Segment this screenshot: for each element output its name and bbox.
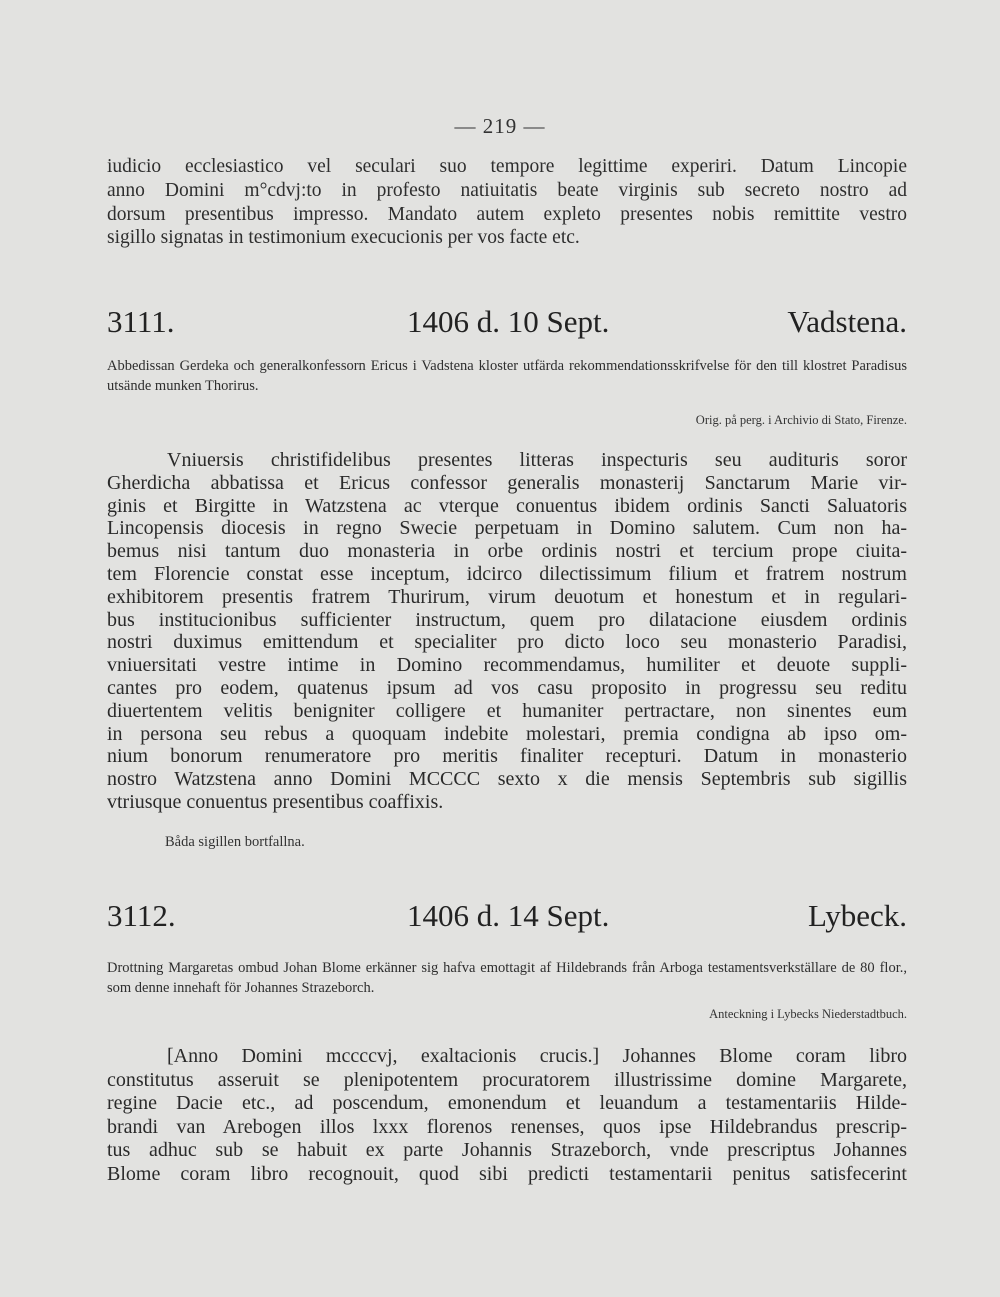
text-line: diuertentem velitis benigniter colligere et humaniter pertractare, non sinentes eum	[107, 699, 907, 722]
text-line: Blome coram libro recognouit, quod sibi predicti testamentarii penitus satisfecerint	[107, 1162, 907, 1185]
entry-summary: Abbedissan Gerdeka och generalkonfessorn Ericus i Vadstena kloster utfärda rekommendationsskrifvelse för den till klostret Paradisus utsände munken Thorirus.	[107, 358, 907, 394]
text-line: tus adhuc sub se habuit ex parte Johannis Strazeborch, vnde prescriptus Johannes	[107, 1139, 907, 1161]
entry-text	[107, 449, 907, 814]
entry-place: Vadstena.	[787, 304, 907, 339]
text-line: regine Dacie etc., ad poscendum, emonendum et leuandum a testamentariis Hilde-	[107, 1092, 907, 1114]
text-line: [Anno Domini mccccvj, exaltacionis crucis.] Johannes Blome coram libro	[167, 1045, 907, 1067]
text-line: bemus nisi tantum duo monasteria in orbe ordinis nostri et tercium prope ciuita-	[107, 540, 907, 563]
text-line: Lincopensis diocesis in regno Swecie perpetuam in Domino salutem. Cum non ha-	[107, 517, 907, 540]
entry-heading	[107, 898, 907, 942]
text-line: nostri duximus emittendum et specialiter pro dicto loco seu monasterio Paradisi,	[107, 631, 907, 654]
text-line: nostro Watzstena anno Domini MCCCC sexto x die mensis Septembris sub sigillis	[107, 768, 907, 791]
text-line: brandi van Arebogen illos lxxx florenos renenses, quos ipse Hildebrandus prescrip-	[107, 1115, 907, 1138]
text-line: exhibitorem presentis fratrem Thurirum, virum deuotum et honestum et in regulari-	[107, 585, 907, 608]
text-line: Vniuersis christifidelibus presentes litteras inspecturis seu audituris soror	[167, 449, 907, 471]
page-number: — 219 —	[454, 114, 546, 138]
text-line: sigillo signatas in testimonium execucionis per vos facte etc.	[107, 227, 580, 249]
entry-text	[107, 1045, 907, 1186]
text-line: vniuersitati vestre intime in Domino recommendamus, humiliter et deuote suppli-	[107, 654, 907, 677]
text-line: in persona seu rebus a quoquam indebite molestari, premia condigna ab ipso om-	[107, 722, 907, 745]
text-line: bus institucionibus sufficienter instructum, quem pro dilatacione eiusdem ordinis	[107, 608, 907, 631]
entry-source: Orig. på perg. i Archivio di Stato, Firenze.	[695, 413, 907, 427]
text-line: vtriusque conuentus presentibus coaffixis.	[107, 790, 444, 813]
text-line: anno Domini m°cdvj:to in profesto natiuitatis beate virginis sub secreto nostro ad	[107, 179, 907, 201]
entry-summary: Drottning Margaretas ombud Johan Blome erkänner sig hafva emottagit af Hildebrands från Arboga testamentsverkställare de 80 flor., som denne innehaft för Johannes Strazeborch.	[107, 960, 907, 996]
text-line: nium bonorum renumeratore pro meritis finaliter recepturi. Datum in monasterio	[107, 745, 907, 768]
text-line: constitutus asseruit se plenipotentem procuratorem illustrissime domine Margarete,	[107, 1068, 907, 1091]
continuation-text	[107, 155, 907, 250]
entry-note: Båda sigillen bortfallna.	[165, 834, 305, 850]
text-line: iudicio ecclesiastico vel seculari suo tempore legittime experiri. Datum Lincopie	[107, 156, 907, 177]
text-line: tem Florencie constat esse inceptum, idcirco dilectissimum filium et fratrem nostrum	[107, 562, 907, 585]
entry-number: 3112.	[107, 898, 176, 933]
text-line: Gherdicha abbatissa et Ericus confessor generalis monasterij Sanctarum Marie vir-	[107, 471, 907, 494]
text-line: cantes pro eodem, quatenus ipsum ad vos casu proposito in progressu seu reditu	[107, 676, 907, 699]
entry-place: Lybeck.	[808, 898, 907, 933]
text-line: dorsum presentibus impresso. Mandato autem expleto presentes nobis remittite vestro	[107, 203, 907, 225]
entry-source: Anteckning i Lybecks Niederstadtbuch.	[709, 1007, 907, 1021]
entry-heading	[107, 304, 907, 348]
entry-number: 3111.	[107, 304, 175, 339]
entry-date: 1406 d. 10 Sept.	[407, 304, 610, 339]
entry-date: 1406 d. 14 Sept.	[407, 898, 610, 933]
text-line: ginis et Birgitte in Watzstena ac vterque conuentus ibidem ordinis Sancti Saluatoris	[107, 494, 907, 517]
